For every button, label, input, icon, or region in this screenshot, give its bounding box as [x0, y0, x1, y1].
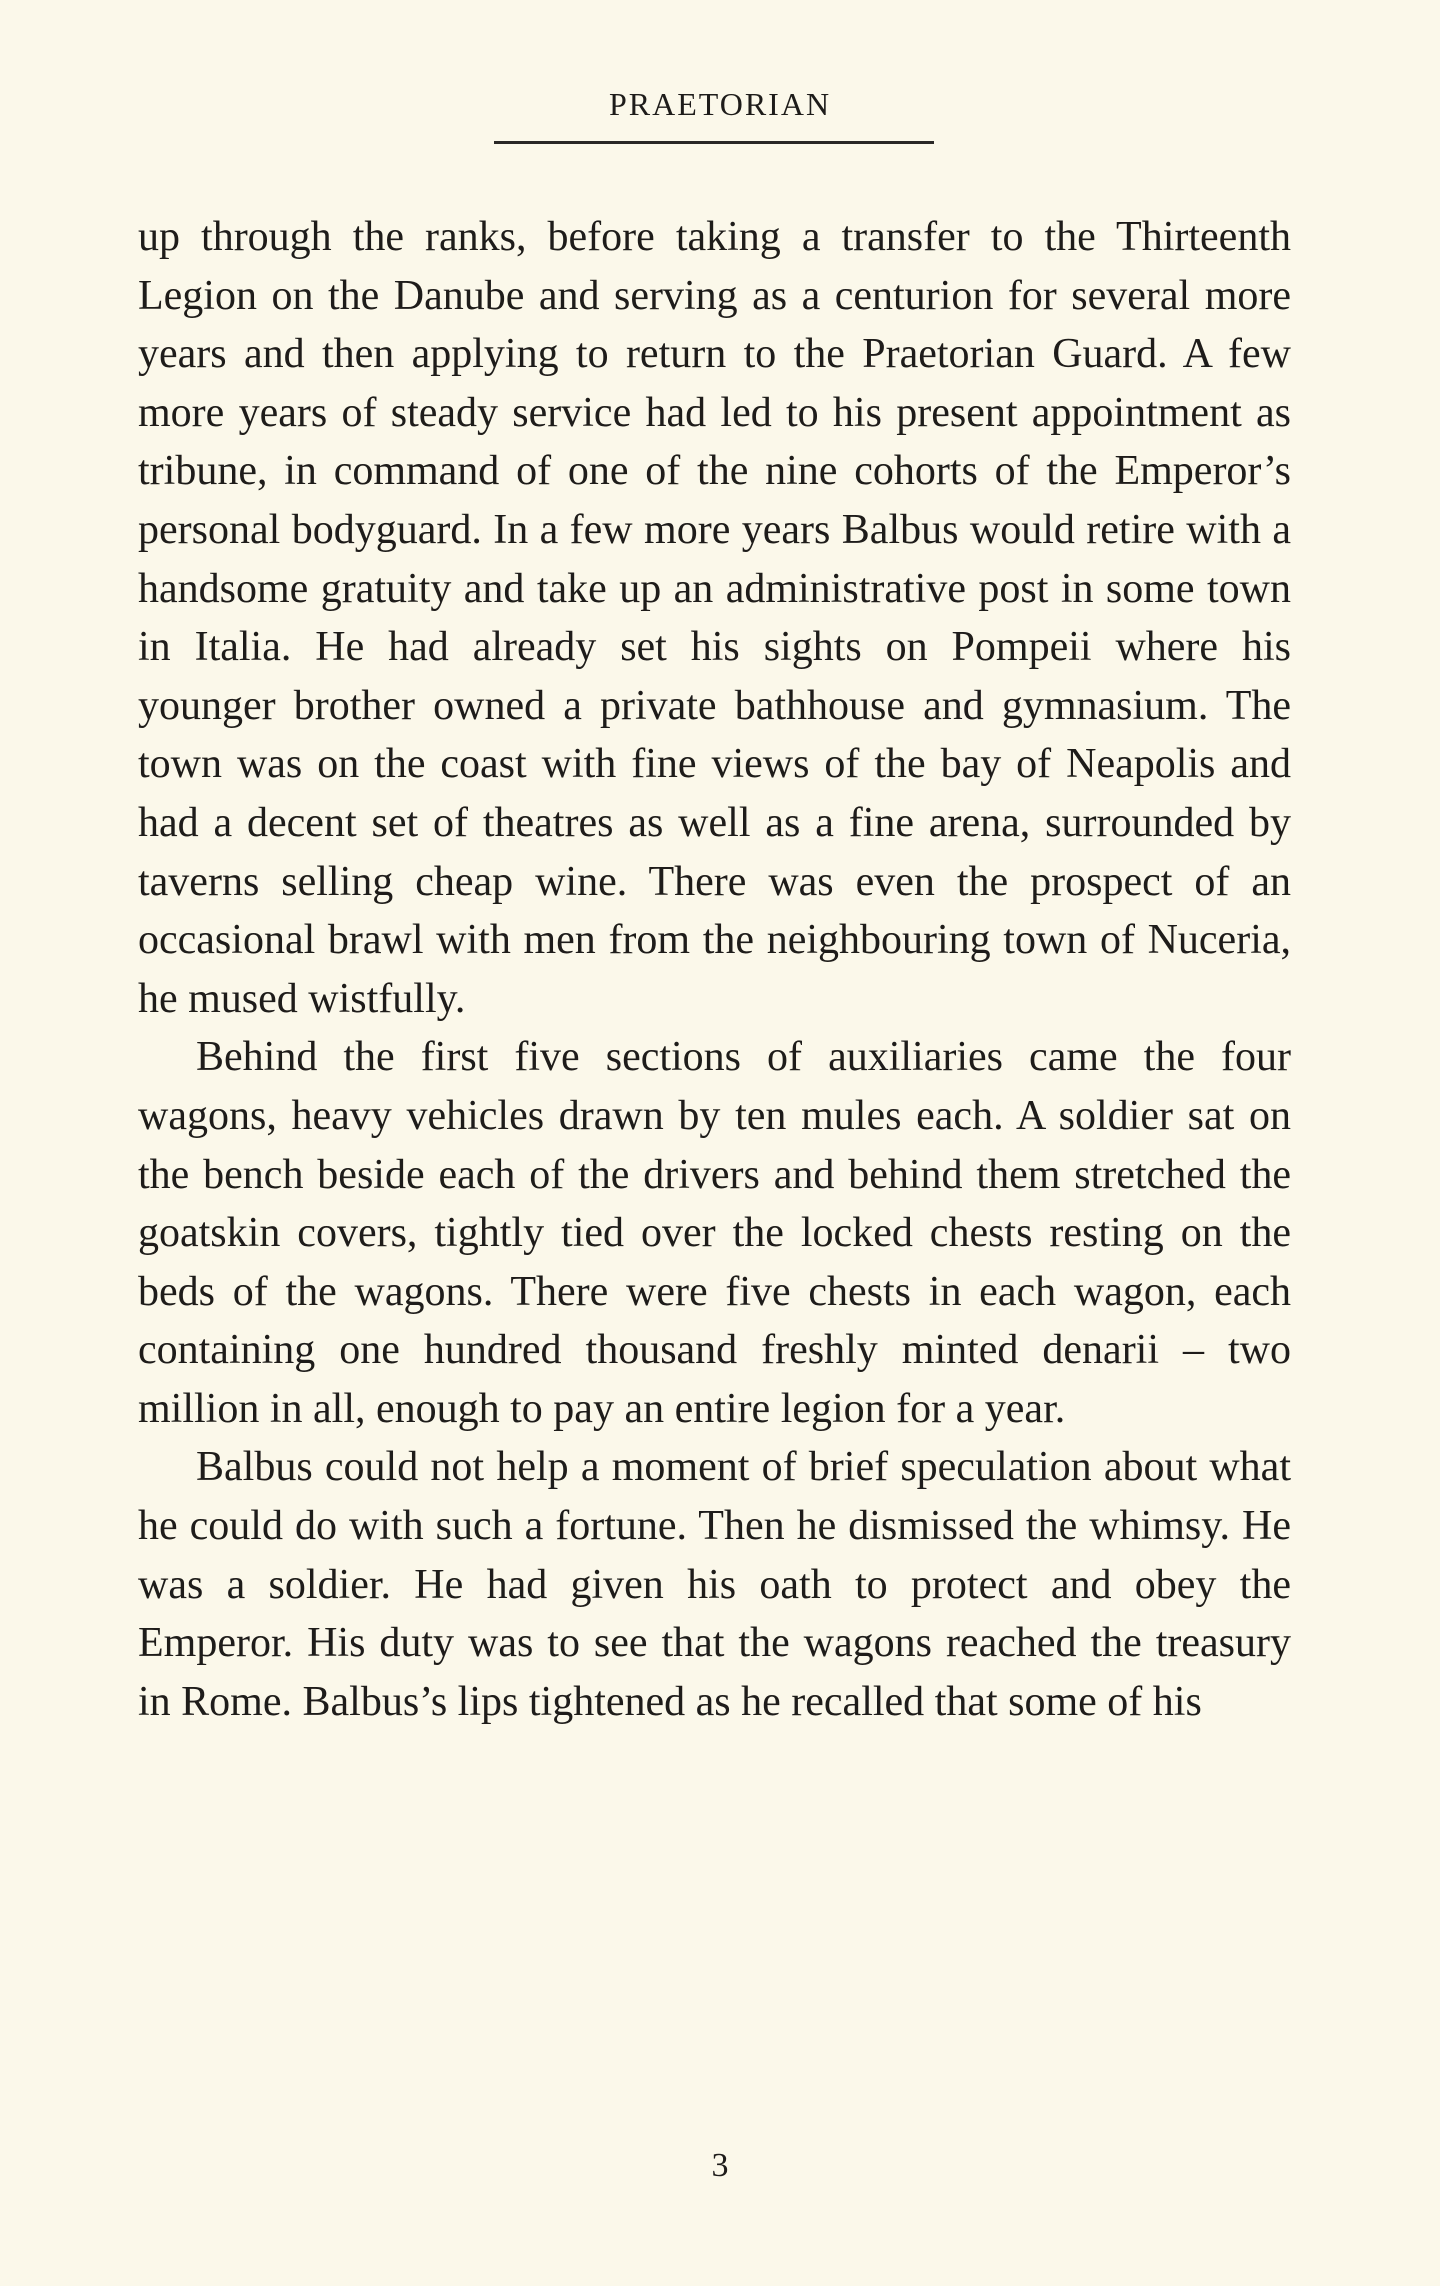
header-rule — [494, 141, 934, 144]
running-head: PRAETORIAN — [608, 86, 832, 122]
paragraph-wagons: Behind the first five sections of auxiliaries came the four wagons, heavy vehicles drawn by ten mules each. A soldier sat on the bench beside each of the drivers and behind them stretched the goatskin covers, tightly tied over the locked chests resting on the beds of the wagons. There were five chests in each wagon, each containing one hundred thousand freshly minted denarii – two million in all, enough to pay an entire legion for a year. — [138, 1034, 1291, 1432]
body-text — [138, 208, 1291, 1731]
paragraph-speculation: Balbus could not help a moment of brief speculation about what he could do with such a fortune. Then he dismissed the whimsy. He was a soldier. He had given his oath to protect and obey the Emperor. His duty was to see that the wagons reached the treasury in Rome. Balbus’s lips tightened as he recalled that some of his — [138, 1444, 1291, 1725]
page-number: 3 — [711, 2147, 729, 2184]
paragraph-continued: up through the ranks, before taking a transfer to the Thirteenth Legion on the Danube and serving as a centurion for several more years and then applying to return to the Praetorian Guard. A few more years of steady service had led to his present appointment as tribune, in command of one of the nine cohorts of the Emperor’s personal bodyguard. In a few more years Balbus would retire with a handsome gratuity and take up an administrative post in some town in Italia. He had already set his sights on Pompeii where his younger brother owned a private bathhouse and gymnasium. The town was on the coast with fine views of the bay of Neapolis and had a decent set of theatres as well as a fine arena, surrounded by taverns selling cheap wine. There was even the prospect of an occasional brawl with men from the neighbouring town of Nuceria, he mused wistfully. — [138, 214, 1291, 1022]
